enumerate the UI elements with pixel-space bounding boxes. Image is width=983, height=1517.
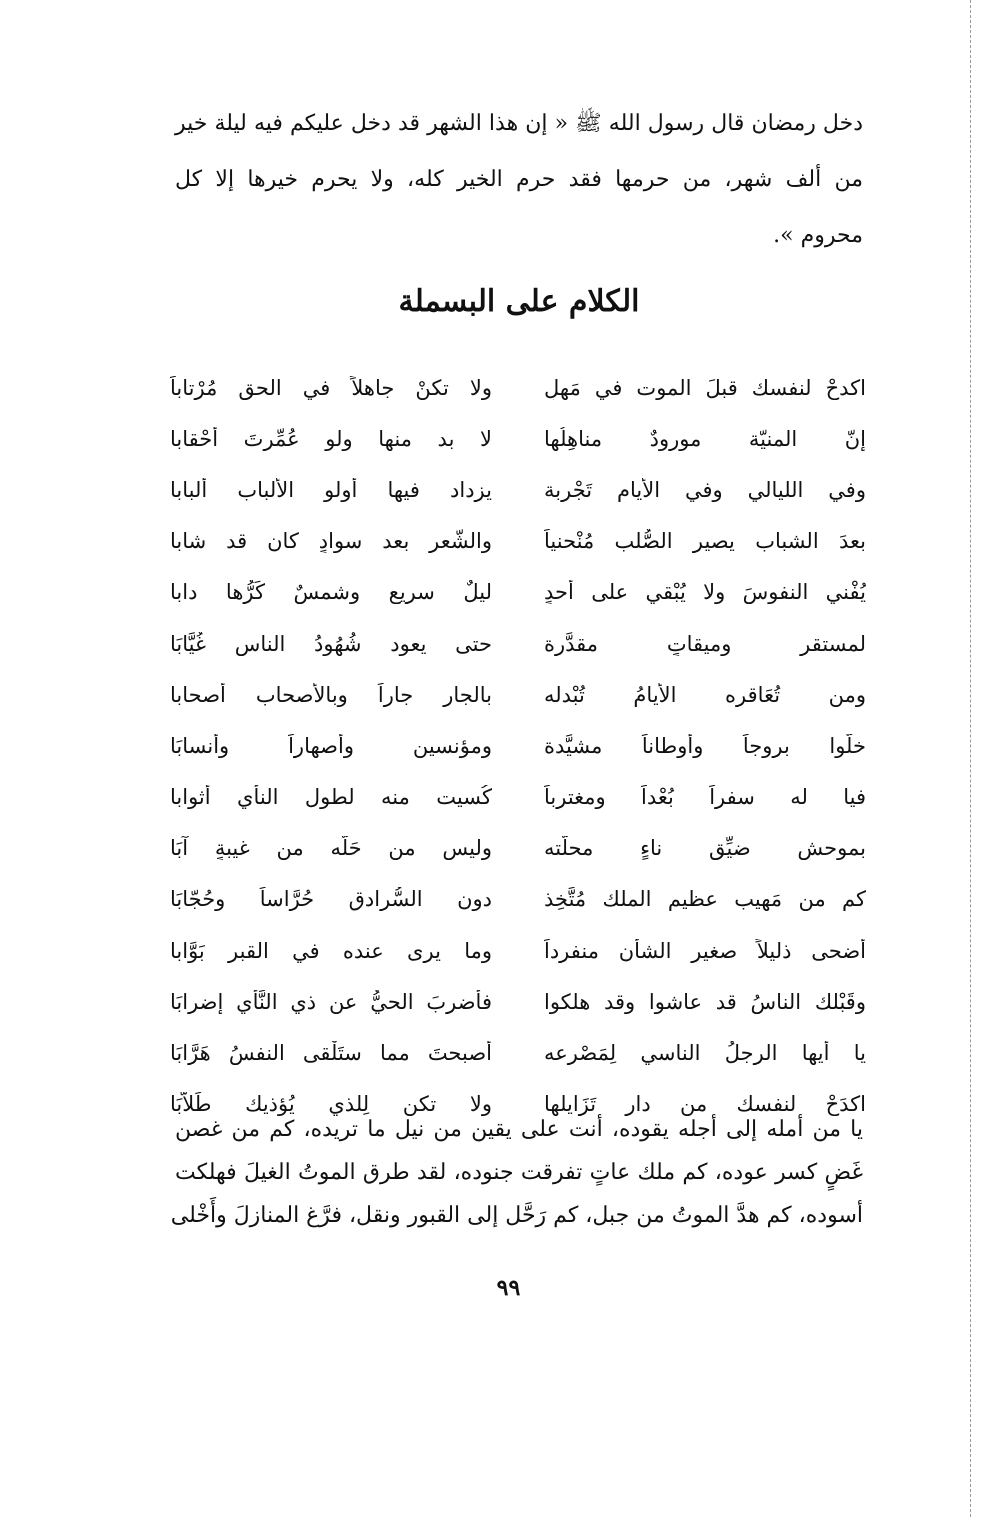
- verse-first-hemistich: ومن تُعَاقره الأيامُ تُبْدله: [544, 682, 866, 707]
- verse-second-hemistich: والشَّعر بعد سوادٍ كان قد شابا: [170, 529, 492, 554]
- verse-first-hemistich: لمستقرٍ وميقاتٍ مقدَّرة: [544, 631, 866, 656]
- verse-second-hemistich: كُسيت منه لطول النأي أثوابا: [170, 785, 492, 810]
- intro-line: دخل رمضان قال رسول الله ﷺ « إن هذا الشهر قد دخل عليكم فيه ليلة خير: [175, 111, 863, 136]
- verse-first-hemistich: خلّوا بروجاً وأوطاناً مشيَّدة: [544, 733, 866, 758]
- page-number: ٩٩: [496, 1275, 521, 1301]
- poem-verse: [170, 567, 866, 618]
- poem-verse: [170, 618, 866, 669]
- poem-verse: [170, 516, 866, 567]
- verse-second-hemistich: ومؤنسين وأصهاراً وأنسابَا: [170, 733, 492, 758]
- closing-line: أسوده، كم هدَّ الموتُ من جبل، كم رَحَّل إلى القبور ونقل، فرَّغ المنازلَ وأَخْلى: [170, 1203, 863, 1228]
- verse-first-hemistich: وفي الليالي وفي الأيام تَجْربة: [544, 477, 866, 502]
- verse-first-hemistich: يا أيها الرجلُ الناسي لِمَصْرعه: [544, 1041, 866, 1066]
- verse-second-hemistich: بالجارِ جاراً وبالأصحاب أصحابا: [170, 682, 492, 707]
- closing-paragraph: [170, 1108, 863, 1237]
- intro-line: من ألف شهر، من حرمها فقد حرم الخير كله، ولا يحرم خيرها إلا كل: [175, 167, 863, 192]
- verse-second-hemistich: دون السُّرادق حُرَّاساً وحُجّابَا: [170, 887, 492, 912]
- verse-second-hemistich: ليلٌ سريع وشمسٌ كَرُّها دابا: [170, 580, 492, 605]
- verse-first-hemistich: اكدَحْ لنفسك من دارٍ تَزَايلها: [544, 1092, 866, 1117]
- intro-line: محروم ».: [773, 223, 863, 248]
- verse-second-hemistich: أصبحتَ مما ستَلْقى النفسُ هَرَّابَا: [170, 1041, 492, 1066]
- section-heading: الكلام على البسملة: [398, 284, 640, 319]
- closing-line: غَضٍ كسر عوده، كم ملك عاتٍ تفرقت جنوده، لقد طرق الموتُ الغيلَ فهلكت: [175, 1160, 863, 1185]
- verse-second-hemistich: وما يرى عنده في القبر بَوَّابا: [170, 938, 492, 963]
- poem-verse: [170, 1027, 866, 1078]
- poem-verse: [170, 362, 866, 413]
- verse-first-hemistich: أضحى ذليلاً صغير الشأن منفرداً: [544, 938, 866, 963]
- poem-verse: [170, 874, 866, 925]
- poem-verse: [170, 823, 866, 874]
- poem-verse: [170, 772, 866, 823]
- poem-verse: [170, 464, 866, 515]
- verse-first-hemistich: بعدَ الشباب يصير الصُّلب مُنْحنياً: [544, 529, 866, 554]
- verse-first-hemistich: كم من مَهيب عظيم الملك مُتَّخِذ: [544, 887, 866, 912]
- verse-second-hemistich: فأضربَ الحيُّ عن ذي النَّأي إضرابَا: [170, 989, 492, 1014]
- intro-paragraph: [175, 96, 863, 264]
- poem-verse: [170, 925, 866, 976]
- poem-verse: [170, 669, 866, 720]
- verse-second-hemistich: ولا تكن لِلذي يُؤذيك طَلاَّبَا: [170, 1092, 492, 1117]
- poem-verse: [170, 976, 866, 1027]
- verse-second-hemistich: لا بد منها ولو عُمِّرتَ أحْقابا: [170, 426, 492, 451]
- verse-first-hemistich: يُفْني النفوسَ ولا يُبْقي على أحدٍ: [544, 580, 866, 605]
- verse-first-hemistich: اكدحْ لنفسك قبلَ الموت في مَهلٍ: [544, 375, 866, 400]
- verse-first-hemistich: بموحش ضيِّق ناءٍ محلّته: [544, 836, 866, 861]
- verse-second-hemistich: وليس من حَلَّه من غيبةٍ آبَا: [170, 836, 492, 861]
- verse-first-hemistich: إنّ المنيّة موروِدٌ مناهِلُها: [544, 426, 866, 451]
- poem: [170, 362, 866, 1130]
- verse-second-hemistich: يزداد فيها أولو الألباب ألبابا: [170, 477, 492, 502]
- verse-second-hemistich: حتى يعود شُهُودُ الناس غُيَّابَا: [170, 631, 492, 656]
- verse-first-hemistich: فيا له سفراً بُعْداً ومغترباً: [544, 785, 866, 810]
- verse-second-hemistich: ولا تكنْ جاهلاً في الحق مُرْتاباً: [170, 375, 492, 400]
- verse-first-hemistich: وقَبْلك الناسُ قد عاشوا وقد هلكوا: [544, 989, 866, 1014]
- closing-line: يا من أمله إلى أجله يقوده، أنت على يقين من نيل ما تريده، كم من غصن: [175, 1117, 863, 1142]
- poem-verse: [170, 413, 866, 464]
- poem-verse: [170, 720, 866, 771]
